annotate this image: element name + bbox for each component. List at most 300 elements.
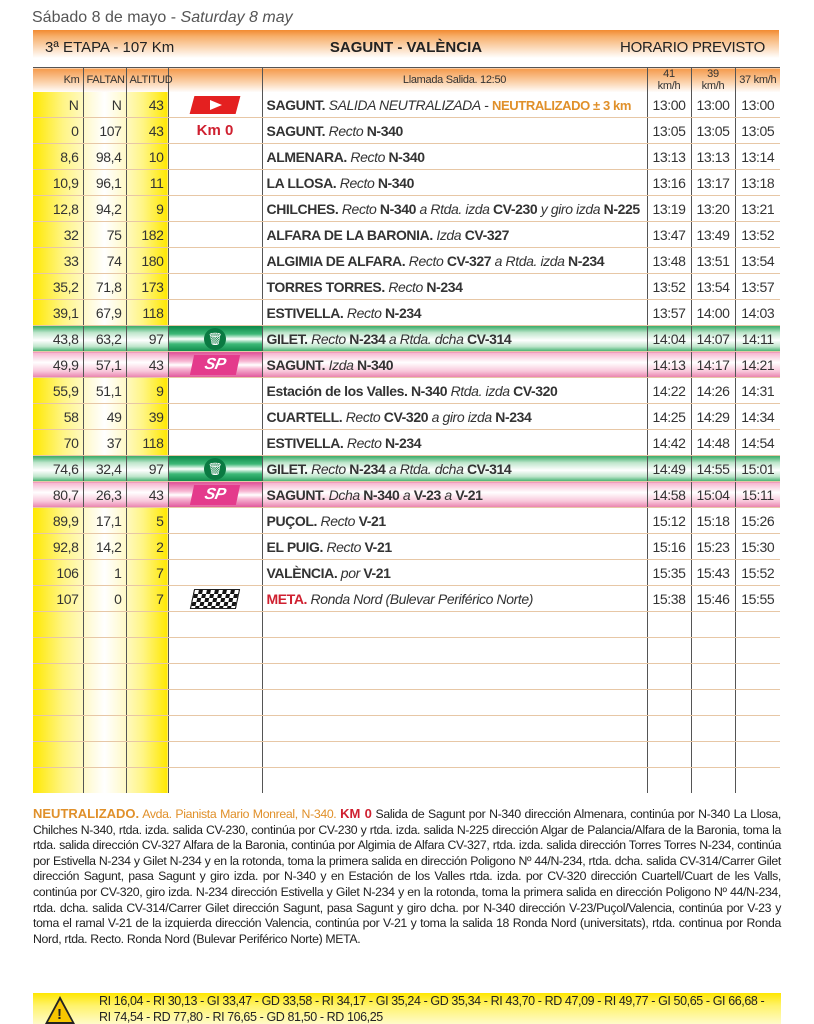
route-segment: V-23: [413, 486, 441, 503]
faltan-cell: 32,4: [83, 456, 126, 482]
stage-label: 3ª ETAPA - 107 Km: [45, 39, 175, 56]
empty-cell: [83, 716, 126, 742]
description-cell: [262, 248, 647, 274]
time-37: 15:55: [735, 586, 780, 612]
route-segment: Recto: [325, 122, 367, 139]
time-41: 13:48: [647, 248, 691, 274]
empty-cell: [168, 742, 262, 768]
route-segment: CV-314: [466, 330, 512, 347]
notes-label: NEUTRALIZADO.: [33, 806, 140, 821]
km-cell: 58: [33, 404, 83, 430]
table-row: [33, 222, 780, 248]
route-segment: a Rtda. izda: [416, 200, 493, 217]
empty-cell: [33, 664, 83, 690]
empty-cell: [126, 690, 168, 716]
time-39: 15:18: [691, 508, 735, 534]
schedule-label: HORARIO PREVISTO: [620, 39, 765, 56]
empty-cell: [691, 664, 735, 690]
route-segment: CV-230: [492, 200, 538, 217]
empty-cell: [33, 742, 83, 768]
table-row: [33, 92, 780, 118]
place-name: SAGUNT.: [266, 96, 326, 113]
altitud-cell: 9: [126, 196, 168, 222]
description-cell: [262, 560, 647, 586]
empty-cell: [735, 664, 780, 690]
description-cell: [262, 274, 647, 300]
empty-row: [33, 742, 780, 768]
faltan-cell: 98,4: [83, 144, 126, 170]
empty-cell: [33, 716, 83, 742]
col-faltan: FALTAN: [83, 68, 126, 93]
route-segment: Recto: [346, 148, 389, 165]
place-name: Estación de los Valles.: [266, 382, 408, 399]
faltan-cell: 96,1: [83, 170, 126, 196]
icon-cell: [168, 222, 262, 248]
route-segment: N-340: [357, 356, 394, 373]
icon-cell: [168, 92, 262, 118]
waste-bin-icon: 🗑: [204, 328, 226, 350]
description-cell: [262, 170, 647, 196]
faltan-cell: 67,9: [83, 300, 126, 326]
table-row: [33, 326, 780, 352]
empty-cell: [126, 638, 168, 664]
warning-bar: [33, 993, 781, 1024]
empty-cell: [126, 742, 168, 768]
km-cell: 74,6: [33, 456, 83, 482]
route-segment: por: [337, 564, 364, 581]
altitud-cell: 5: [126, 508, 168, 534]
altitud-cell: 43: [126, 482, 168, 508]
icon-cell: [168, 560, 262, 586]
empty-cell: [735, 612, 780, 638]
altitud-cell: 9: [126, 378, 168, 404]
route-segment: V-21: [358, 512, 386, 529]
time-39: 14:07: [691, 326, 735, 352]
time-41: 13:13: [647, 144, 691, 170]
empty-cell: [735, 742, 780, 768]
empty-cell: [647, 716, 691, 742]
route-segment: a Rtda. dcha: [385, 460, 467, 477]
empty-cell: [168, 690, 262, 716]
icon-cell: [168, 118, 262, 144]
description-cell: [262, 144, 647, 170]
table-header: [33, 68, 780, 93]
empty-cell: [83, 768, 126, 794]
description-cell: [262, 92, 647, 118]
empty-cell: [83, 638, 126, 664]
route-segment: CV-320: [513, 382, 558, 399]
place-name: EL PUIG.: [266, 538, 323, 555]
stage-header: [33, 30, 779, 63]
time-41: 15:16: [647, 534, 691, 560]
time-39: 13:00: [691, 92, 735, 118]
route-segment: a: [440, 486, 456, 503]
table-row: [33, 456, 780, 482]
faltan-cell: 37: [83, 430, 126, 456]
route-segment: N-234: [349, 460, 386, 477]
icon-cell: [168, 352, 262, 378]
altitud-cell: 97: [126, 326, 168, 352]
time-41: 14:25: [647, 404, 691, 430]
route-segment: N-340: [363, 486, 400, 503]
route-segment: N-234: [568, 252, 605, 269]
route-segment: N-234: [384, 304, 422, 321]
route-segment: Recto: [322, 538, 365, 555]
table-row: [33, 586, 780, 612]
time-37: 14:03: [735, 300, 780, 326]
km-cell: 0: [33, 118, 83, 144]
time-37: 15:30: [735, 534, 780, 560]
time-39: 14:17: [691, 352, 735, 378]
faltan-cell: 1: [83, 560, 126, 586]
notes-km0: KM 0: [340, 806, 372, 821]
faltan-cell: 26,3: [83, 482, 126, 508]
altitud-cell: 173: [126, 274, 168, 300]
table-row: [33, 144, 780, 170]
time-37: 15:11: [735, 482, 780, 508]
route-segment: Recto: [405, 252, 447, 269]
time-37: 13:54: [735, 248, 780, 274]
km-cell: 89,9: [33, 508, 83, 534]
empty-cell: [168, 638, 262, 664]
icon-cell: [168, 378, 262, 404]
route-segment: CV-320: [383, 408, 429, 425]
empty-cell: [691, 716, 735, 742]
time-39: 14:55: [691, 456, 735, 482]
empty-cell: [691, 768, 735, 794]
time-39: 13:20: [691, 196, 735, 222]
place-name: ESTIVELLA.: [266, 434, 344, 451]
time-39: 13:51: [691, 248, 735, 274]
table-row: [33, 508, 780, 534]
table-row: [33, 170, 780, 196]
time-37: 14:34: [735, 404, 780, 430]
table-row: [33, 196, 780, 222]
warning-icon: !: [45, 996, 75, 1024]
place-name: PUÇOL.: [266, 512, 317, 529]
description-cell: [262, 404, 647, 430]
altitud-cell: 39: [126, 404, 168, 430]
empty-cell: [168, 716, 262, 742]
route-segment: NEUTRALIZADO ± 3 km: [492, 97, 631, 113]
time-41: 13:05: [647, 118, 691, 144]
col-speed-1: 41 km/h: [647, 68, 691, 93]
altitud-cell: 43: [126, 92, 168, 118]
table-row: [33, 248, 780, 274]
route-segment: Recto: [343, 304, 385, 321]
time-37: 14:31: [735, 378, 780, 404]
place-name: SAGUNT.: [266, 122, 326, 139]
sprint-icon: SP: [190, 485, 240, 505]
empty-row: [33, 716, 780, 742]
route-segment: N-225: [603, 200, 640, 217]
place-name: GILET.: [266, 330, 308, 347]
km0-badge: Km 0: [196, 122, 234, 139]
icon-cell: [168, 456, 262, 482]
time-39: 14:00: [691, 300, 735, 326]
place-name: GILET.: [266, 460, 308, 477]
route-segment: Ronda Nord (Bulevar Periférico Norte): [307, 590, 534, 607]
description-cell: [262, 430, 647, 456]
faltan-cell: 63,2: [83, 326, 126, 352]
time-41: 14:04: [647, 326, 691, 352]
altitud-cell: 118: [126, 300, 168, 326]
time-39: 13:05: [691, 118, 735, 144]
faltan-cell: 57,1: [83, 352, 126, 378]
time-37: 14:11: [735, 326, 780, 352]
empty-cell: [735, 690, 780, 716]
icon-cell: [168, 508, 262, 534]
km-cell: 32: [33, 222, 83, 248]
km-cell: 92,8: [33, 534, 83, 560]
time-41: 13:52: [647, 274, 691, 300]
place-name: TORRES TORRES.: [266, 278, 385, 295]
empty-cell: [647, 612, 691, 638]
col-speed-3: 37 km/h: [735, 68, 780, 93]
place-name: CUARTELL.: [266, 408, 343, 425]
altitud-cell: 7: [126, 560, 168, 586]
route-segment: Recto: [343, 434, 385, 451]
description-cell: [262, 378, 647, 404]
faltan-cell: 74: [83, 248, 126, 274]
km-cell: 33: [33, 248, 83, 274]
time-37: 13:21: [735, 196, 780, 222]
route-segment: N-340: [377, 174, 414, 191]
route-segment: Izda: [325, 356, 357, 373]
icon-cell: [168, 248, 262, 274]
route-segment: N-234: [426, 278, 463, 295]
description-cell: [262, 118, 647, 144]
route-segment: Recto: [338, 200, 380, 217]
description-cell: [262, 508, 647, 534]
place-name: ALFARA DE LA BARONIA.: [266, 226, 433, 243]
altitud-cell: 118: [126, 430, 168, 456]
empty-cell: [83, 690, 126, 716]
table-row: [33, 430, 780, 456]
time-41: 14:42: [647, 430, 691, 456]
time-39: 13:17: [691, 170, 735, 196]
description-cell: [262, 326, 647, 352]
col-llamada: Llamada Salida. 12:50: [262, 68, 647, 93]
altitud-cell: 97: [126, 456, 168, 482]
route-segment: Recto: [336, 174, 378, 191]
date-es: Sábado 8 de mayo: [32, 9, 167, 26]
time-41: 15:35: [647, 560, 691, 586]
faltan-cell: 49: [83, 404, 126, 430]
route-segment: N-340: [407, 382, 448, 399]
km-cell: 70: [33, 430, 83, 456]
time-41: 13:47: [647, 222, 691, 248]
route-segment: N-234: [495, 408, 532, 425]
time-37: 13:14: [735, 144, 780, 170]
description-cell: [262, 300, 647, 326]
table-row: [33, 404, 780, 430]
empty-cell: [691, 742, 735, 768]
time-39: 13:13: [691, 144, 735, 170]
route-segment: V-21: [363, 564, 391, 581]
km-cell: 43,8: [33, 326, 83, 352]
route-segment: Dcha: [325, 486, 364, 503]
route-segment: V-21: [364, 538, 392, 555]
date-line: [32, 9, 293, 27]
notes-address: Avda. Pianista Mario Monreal, N-340.: [139, 807, 341, 821]
empty-cell: [691, 612, 735, 638]
empty-cell: [647, 690, 691, 716]
time-37: 14:21: [735, 352, 780, 378]
km-cell: 39,1: [33, 300, 83, 326]
empty-cell: [126, 612, 168, 638]
description-cell: [262, 352, 647, 378]
empty-row: [33, 612, 780, 638]
sprint-icon: SP: [190, 355, 240, 375]
itinerary-table: [33, 67, 780, 793]
time-37: 15:01: [735, 456, 780, 482]
route-segment: -: [480, 96, 493, 113]
time-41: 15:38: [647, 586, 691, 612]
route-segment: a: [399, 486, 414, 503]
empty-cell: [33, 690, 83, 716]
time-39: 13:49: [691, 222, 735, 248]
route-segment: Recto: [307, 330, 350, 347]
time-39: 15:43: [691, 560, 735, 586]
empty-cell: [262, 638, 647, 664]
empty-row: [33, 768, 780, 794]
time-41: 15:12: [647, 508, 691, 534]
route-segment: Recto: [307, 460, 350, 477]
km-cell: N: [33, 92, 83, 118]
empty-cell: [168, 768, 262, 794]
route-segment: CV-314: [466, 460, 512, 477]
place-name: SAGUNT.: [266, 486, 326, 503]
empty-cell: [647, 768, 691, 794]
faltan-cell: 0: [83, 586, 126, 612]
icon-cell: [168, 482, 262, 508]
route-segment: Izda: [432, 226, 465, 243]
place-name: ESTIVELLA.: [266, 304, 344, 321]
empty-cell: [735, 716, 780, 742]
altitud-cell: 11: [126, 170, 168, 196]
time-39: 14:26: [691, 378, 735, 404]
km-cell: 49,9: [33, 352, 83, 378]
place-name: LA LLOSA.: [266, 174, 337, 191]
altitud-cell: 182: [126, 222, 168, 248]
route-segment: Recto: [317, 512, 359, 529]
route-title: SAGUNT - VALÈNCIA: [329, 39, 483, 56]
empty-cell: [126, 664, 168, 690]
empty-cell: [262, 690, 647, 716]
place-name: ALMENARA.: [266, 148, 347, 165]
empty-cell: [262, 612, 647, 638]
icon-cell: [168, 430, 262, 456]
date-sep: -: [166, 9, 181, 26]
km-cell: 8,6: [33, 144, 83, 170]
description-cell: [262, 482, 647, 508]
time-39: 14:48: [691, 430, 735, 456]
empty-cell: [262, 716, 647, 742]
route-segment: a Rtda. dcha: [385, 330, 467, 347]
icon-cell: [168, 170, 262, 196]
time-41: 13:19: [647, 196, 691, 222]
route-segment: SALIDA NEUTRALIZADA: [325, 96, 481, 113]
start-icon: [190, 96, 241, 114]
empty-cell: [647, 638, 691, 664]
route-segment: Rtda. izda: [447, 382, 514, 399]
route-notes: [33, 806, 781, 947]
km-cell: 10,9: [33, 170, 83, 196]
time-41: 14:13: [647, 352, 691, 378]
date-en: Saturday 8 may: [180, 9, 293, 26]
km-cell: 55,9: [33, 378, 83, 404]
table-row: [33, 274, 780, 300]
km-cell: 80,7: [33, 482, 83, 508]
place-name: ALGIMIA DE ALFARA.: [266, 252, 406, 269]
time-41: 13:16: [647, 170, 691, 196]
time-41: 14:49: [647, 456, 691, 482]
time-39: 14:29: [691, 404, 735, 430]
route-segment: Recto: [384, 278, 427, 295]
table-row: [33, 482, 780, 508]
time-39: 13:54: [691, 274, 735, 300]
icon-cell: [168, 196, 262, 222]
route-segment: CV-327: [446, 252, 492, 269]
table-row: [33, 534, 780, 560]
description-cell: [262, 196, 647, 222]
icon-cell: [168, 326, 262, 352]
table-row: [33, 378, 780, 404]
faltan-cell: 107: [83, 118, 126, 144]
time-41: 13:00: [647, 92, 691, 118]
time-37: 15:52: [735, 560, 780, 586]
altitud-cell: 10: [126, 144, 168, 170]
time-37: 13:52: [735, 222, 780, 248]
waste-bin-icon: 🗑: [204, 458, 226, 480]
faltan-cell: 75: [83, 222, 126, 248]
altitud-cell: 2: [126, 534, 168, 560]
icon-cell: [168, 586, 262, 612]
time-37: 15:26: [735, 508, 780, 534]
empty-cell: [691, 638, 735, 664]
time-41: 13:57: [647, 300, 691, 326]
description-cell: [262, 222, 647, 248]
table-row: [33, 560, 780, 586]
time-37: 14:54: [735, 430, 780, 456]
faltan-cell: 94,2: [83, 196, 126, 222]
empty-cell: [262, 742, 647, 768]
empty-cell: [83, 612, 126, 638]
empty-cell: [168, 612, 262, 638]
altitud-cell: 7: [126, 586, 168, 612]
col-km: Km: [33, 68, 83, 93]
km-cell: 106: [33, 560, 83, 586]
description-cell: [262, 586, 647, 612]
route-segment: a giro izda: [428, 408, 496, 425]
time-37: 13:05: [735, 118, 780, 144]
description-cell: [262, 456, 647, 482]
empty-cell: [647, 664, 691, 690]
empty-cell: [647, 742, 691, 768]
col-speed-2: 39 km/h: [691, 68, 735, 93]
time-37: 13:00: [735, 92, 780, 118]
faltan-cell: N: [83, 92, 126, 118]
time-39: 15:23: [691, 534, 735, 560]
place-name: CHILCHES.: [266, 200, 339, 217]
faltan-cell: 17,1: [83, 508, 126, 534]
table-row: [33, 300, 780, 326]
route-segment: N-234: [349, 330, 386, 347]
time-41: 14:58: [647, 482, 691, 508]
empty-cell: [83, 664, 126, 690]
empty-cell: [691, 690, 735, 716]
